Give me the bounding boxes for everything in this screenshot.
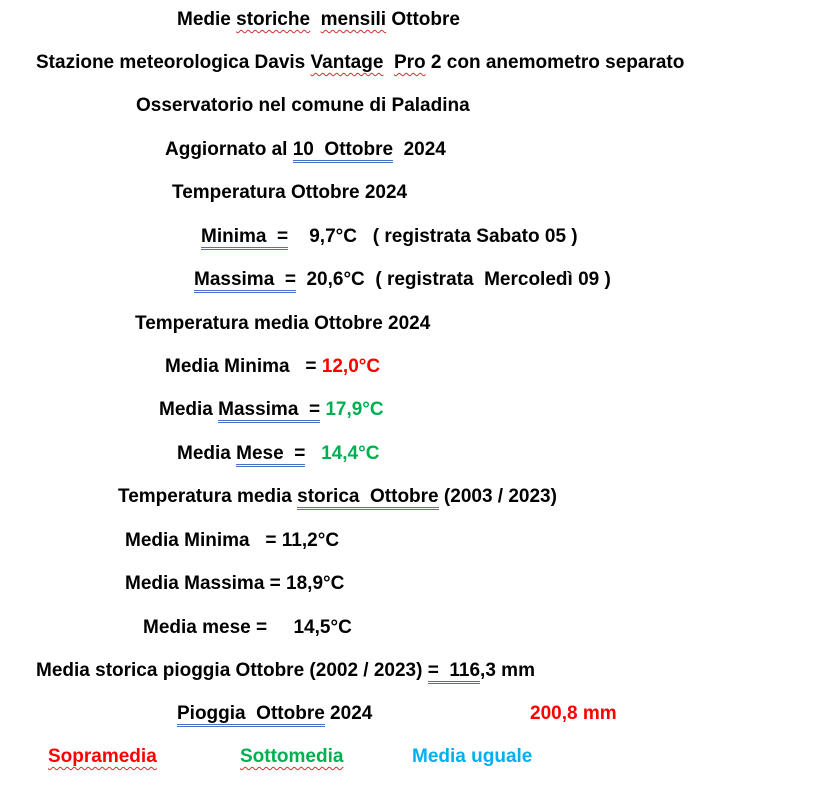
station-space: [383, 52, 394, 73]
historical-title: [118, 485, 557, 509]
current-max-value: 20,6°C ( registrata Mercoledì 09 ): [295, 269, 611, 290]
current-avg-title: Temperatura media Ottobre 2024: [135, 313, 431, 334]
legend-equal: Media uguale: [412, 746, 533, 767]
historical-title-underlined: storica Ottobre: [297, 486, 438, 510]
title-word-mensili: mensili: [320, 9, 387, 30]
rain-current-line: [177, 702, 372, 726]
doc-title: [177, 8, 460, 32]
avg-min-value: 12,0°C: [321, 356, 381, 377]
legend-above-label: Sopramedia: [48, 746, 157, 767]
updated-line: [165, 138, 446, 162]
station-word-pro: Pro: [393, 52, 426, 73]
station-line: [36, 51, 684, 75]
avg-month-prefix: Media: [177, 443, 237, 464]
avg-max-line: [159, 398, 384, 422]
current-max-label: Massima =: [194, 269, 296, 293]
current-min-label: Minima =: [201, 226, 288, 250]
legend-below-label: Sottomedia: [240, 746, 344, 767]
rain-current-value: 200,8 mm: [530, 703, 617, 724]
avg-max-prefix: Media: [159, 399, 219, 420]
current-min-value: 9,7°C ( registrata Sabato 05 ): [288, 226, 578, 247]
avg-min-line: [165, 355, 380, 379]
avg-max-label: Massima =: [218, 399, 320, 423]
avg-max-value: 17,9°C: [320, 399, 384, 420]
current-temp-title: Temperatura Ottobre 2024: [172, 182, 408, 203]
rain-current-year: 2024: [324, 703, 373, 724]
current-min-line: [201, 225, 578, 249]
station-word-vantage: Vantage: [310, 52, 384, 73]
rain-historical-prefix: Media storica pioggia Ottobre (2002 / 2023): [36, 660, 428, 681]
historical-title-suffix: (2003 / 2023): [438, 486, 557, 507]
current-max-line: [194, 268, 611, 292]
historical-title-prefix: Temperatura media: [118, 486, 298, 507]
avg-month-label: Mese =: [236, 443, 305, 467]
rain-historical-suffix: ,3 mm: [480, 660, 535, 681]
rain-current-label: Pioggia Ottobre: [177, 703, 325, 727]
title-prefix: Medie: [177, 9, 237, 30]
updated-prefix: Aggiornato al: [165, 139, 293, 160]
historical-min-line: Media Minima = 11,2°C: [125, 530, 340, 551]
avg-month-line: [177, 442, 379, 466]
legend-below: [240, 745, 343, 769]
station-suffix: 2 con anemometro separato: [425, 52, 685, 73]
updated-date: 10 Ottobre: [293, 139, 393, 163]
rain-historical-underlined: = 116: [428, 660, 480, 684]
title-suffix: Ottobre: [386, 9, 460, 30]
observatory-line: Osservatorio nel comune di Paladina: [136, 95, 470, 116]
historical-max-line: Media Massima = 18,9°C: [125, 573, 345, 594]
title-word-storiche: storiche: [236, 9, 311, 30]
avg-min-label: Media Minima =: [165, 356, 322, 377]
historical-month-line: Media mese = 14,5°C: [143, 617, 352, 638]
title-space: [310, 9, 321, 30]
station-prefix: Stazione meteorologica Davis: [36, 52, 311, 73]
updated-year: 2024: [393, 139, 446, 160]
rain-historical-line: [36, 659, 535, 683]
legend-above: [48, 745, 157, 769]
avg-month-value: 14,4°C: [305, 443, 380, 464]
